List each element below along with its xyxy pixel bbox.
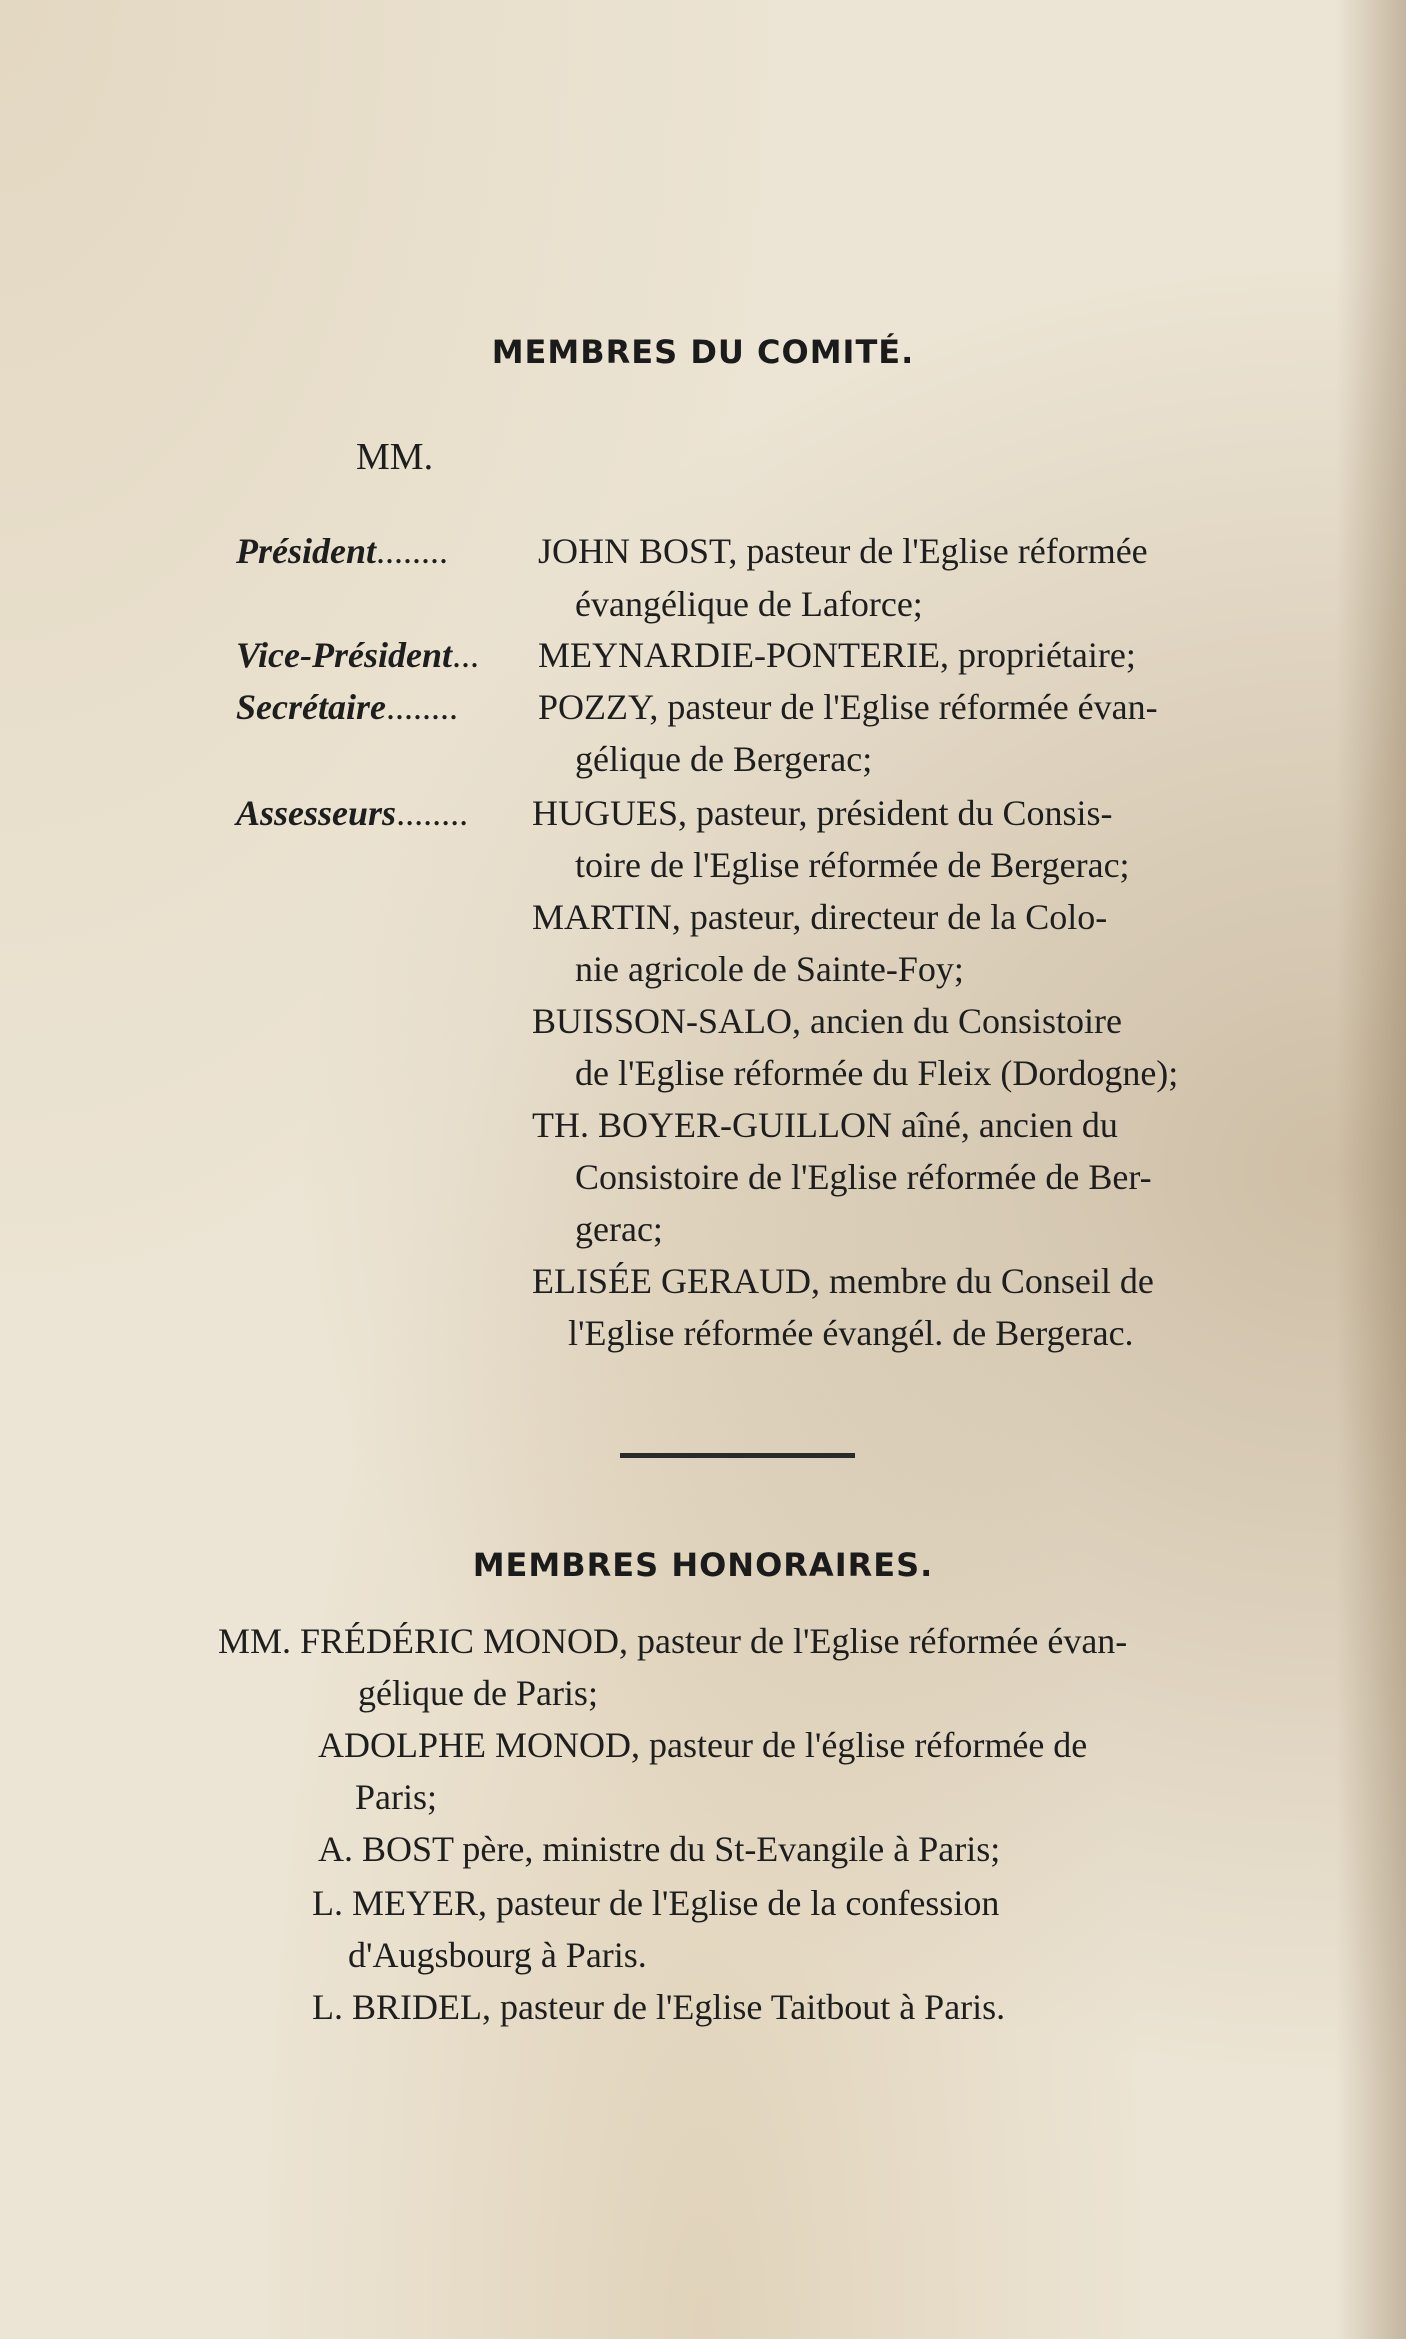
role-label: Président [236, 531, 376, 571]
comite-entry: Consistoire de l'Eglise réformée de Ber- [575, 1157, 1152, 1197]
honoraire-entry: L. MEYER, pasteur de l'Eglise de la confession [312, 1883, 1000, 1923]
role-label: Vice-Président [236, 635, 452, 675]
leader-dots: ... [451, 635, 479, 675]
honoraire-entry: gélique de Paris; [358, 1673, 598, 1713]
comite-entry: l'Eglise réformée évangél. de Bergerac. [568, 1313, 1134, 1353]
comite-entry: gélique de Bergerac; [575, 739, 873, 779]
comite-entry: POZZY, pasteur de l'Eglise réformée évan- [538, 687, 1158, 727]
comite-line [236, 530, 448, 572]
comite-line [236, 792, 468, 834]
honoraire-entry: d'Augsbourg à Paris. [348, 1935, 647, 1975]
leader-dots: ........ [396, 793, 469, 833]
honoraire-entry: MM. FRÉDÉRIC MONOD, pasteur de l'Eglise réformée évan- [218, 1621, 1128, 1661]
comite-entry: TH. BOYER-GUILLON aîné, ancien du [532, 1105, 1118, 1145]
comite-entry: nie agricole de Sainte-Foy; [575, 949, 964, 989]
honoraire-entry: Paris; [355, 1777, 438, 1817]
honoraires-heading: MEMBRES HONORAIRES. [472, 1546, 934, 1584]
comite-heading: MEMBRES DU COMITÉ. [491, 333, 915, 371]
comite-entry: MEYNARDIE-PONTERIE, propriétaire; [538, 635, 1136, 675]
leader-dots: ........ [385, 687, 458, 727]
honoraire-entry: L. BRIDEL, pasteur de l'Eglise Taitbout à Paris. [312, 1987, 1006, 2027]
role-label: Assesseurs [236, 793, 397, 833]
comite-line [236, 634, 479, 676]
role-label: Secrétaire [236, 687, 386, 727]
leader-dots: ........ [376, 531, 448, 571]
comite-entry: MARTIN, pasteur, directeur de la Colo- [532, 897, 1108, 937]
comite-entry: de l'Eglise réformée du Fleix (Dordogne); [575, 1053, 1179, 1093]
honoraire-entry: A. BOST père, ministre du St-Evangile à Paris; [318, 1829, 1001, 1869]
comite-entry: évangélique de Laforce; [575, 584, 923, 624]
comite-entry: gerac; [575, 1209, 663, 1249]
mm-abbrev: MM. [356, 436, 434, 478]
comite-entry: ELISÉE GERAUD, membre du Conseil de [532, 1261, 1154, 1301]
comite-line [236, 686, 458, 728]
honoraire-entry: ADOLPHE MONOD, pasteur de l'église réformée de [318, 1725, 1088, 1765]
comite-entry: HUGUES, pasteur, président du Consis- [532, 793, 1113, 833]
comite-entry: BUISSON-SALO, ancien du Consistoire [532, 1001, 1122, 1041]
section-divider [620, 1453, 855, 1458]
comite-entry: JOHN BOST, pasteur de l'Eglise réformée [538, 531, 1148, 571]
comite-entry: toire de l'Eglise réformée de Bergerac; [575, 845, 1130, 885]
